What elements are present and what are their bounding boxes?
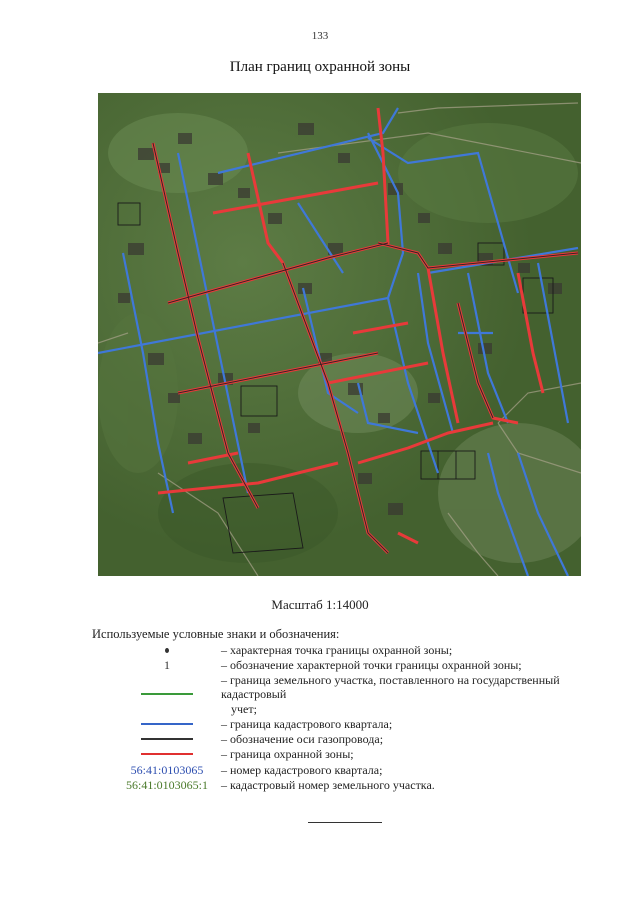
legend-number-symbol bbox=[102, 658, 232, 672]
line-swatch-icon bbox=[141, 738, 193, 740]
legend-title: Используемые условные знаки и обозначения: bbox=[92, 627, 340, 641]
legend-description: – характерная точка границы охранной зоны; bbox=[221, 643, 453, 657]
legend-description: – граница кадастрового квартала; bbox=[221, 717, 393, 731]
legend-line-symbol bbox=[102, 687, 232, 701]
cadastral-code-label: 56:41:0103065:1 bbox=[125, 778, 208, 792]
map-canvas bbox=[98, 93, 581, 576]
point-marker-icon bbox=[165, 648, 169, 653]
legend-description: – обозначение характерной точки границы охранной зоны; bbox=[221, 658, 522, 672]
cadastral-code-label: 56:41:0103065 bbox=[130, 763, 204, 777]
legend-point-symbol bbox=[102, 643, 232, 657]
line-swatch-icon bbox=[141, 753, 193, 755]
legend-line-symbol bbox=[102, 732, 232, 746]
legend-line-symbol bbox=[102, 747, 232, 761]
end-divider bbox=[308, 822, 382, 823]
legend-description: – обозначение оси газопровода; bbox=[221, 732, 384, 746]
legend-description: – граница земельного участка, поставленного на государственный кадастровый bbox=[221, 673, 560, 701]
point-number-label: 1 bbox=[164, 658, 170, 672]
document-title: План границ охранной зоны bbox=[229, 59, 411, 75]
legend-code-symbol bbox=[102, 763, 232, 777]
page-number: 133 bbox=[311, 30, 329, 42]
satellite-map bbox=[98, 93, 581, 576]
legend-description: учет; bbox=[231, 702, 257, 716]
map-scale: Масштаб 1:14000 bbox=[271, 597, 369, 612]
line-swatch-icon bbox=[141, 723, 193, 725]
legend-description: – номер кадастрового квартала; bbox=[221, 763, 383, 777]
legend-description: – кадастровый номер земельного участка. bbox=[221, 778, 435, 792]
line-swatch-icon bbox=[141, 693, 193, 695]
legend-code-symbol bbox=[102, 778, 232, 792]
legend-line-symbol bbox=[102, 717, 232, 731]
legend-description: – граница охранной зоны; bbox=[221, 747, 354, 761]
